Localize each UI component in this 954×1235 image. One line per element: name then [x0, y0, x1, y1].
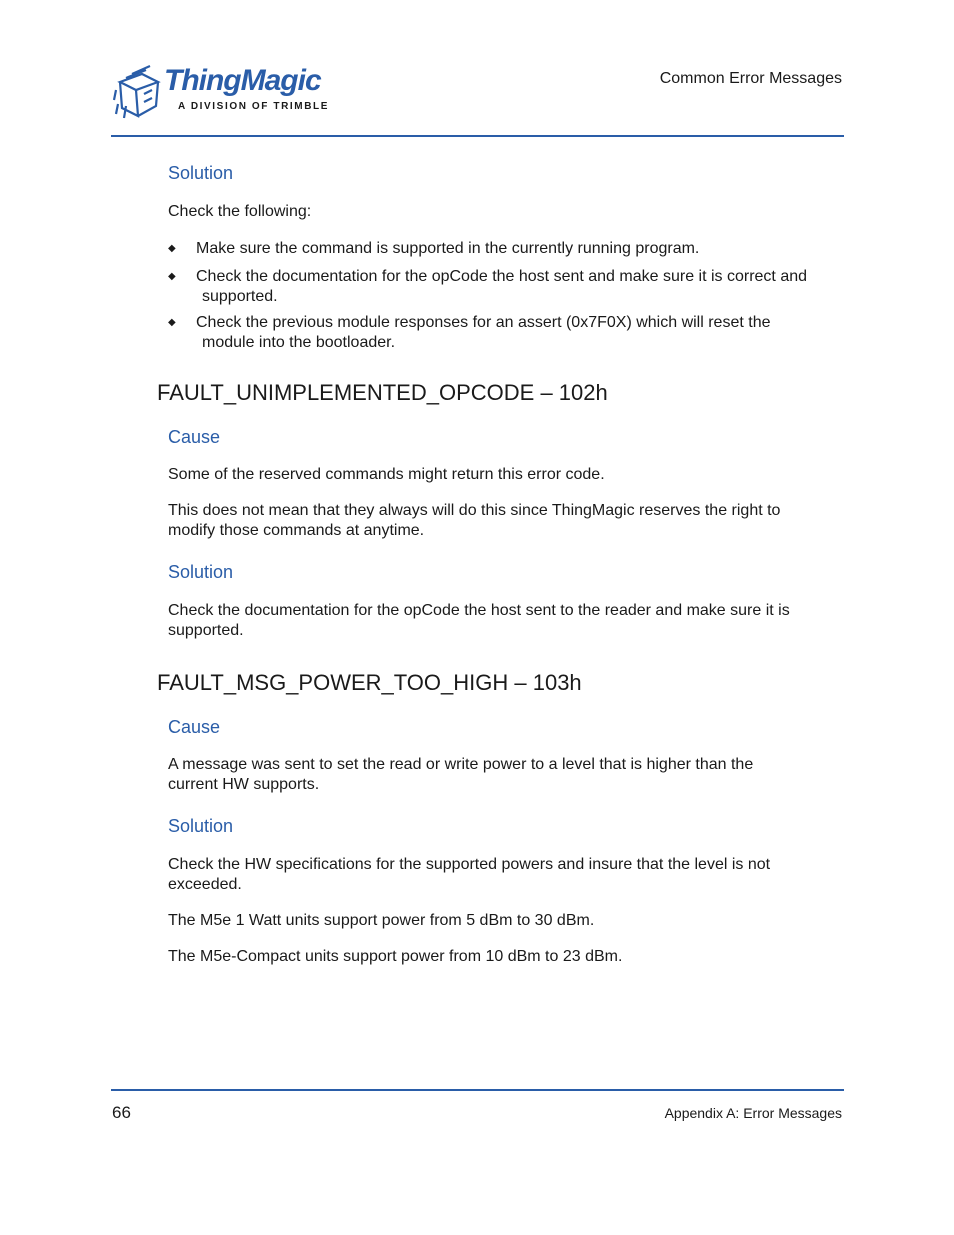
cause-paragraph-2: [168, 501, 848, 541]
solution-heading: Solution: [168, 163, 234, 183]
diamond-bullet-icon: ◆: [168, 243, 176, 254]
list-item-text: Check the previous module responses for an assert (0x7F0X) which will reset the: [196, 314, 771, 331]
cause-paragraph: [168, 755, 848, 795]
power-note-m5e: The M5e 1 Watt units support power from 5 dBm to 30 dBm.: [168, 912, 595, 929]
text-line: Check the documentation for the opCode the host sent to the reader and make sure it is: [168, 602, 790, 619]
solution-intro: Check the following:: [168, 203, 312, 220]
page-number: 66: [112, 1103, 131, 1122]
text-line: supported.: [168, 622, 244, 639]
list-item: [196, 267, 844, 307]
solution-heading: Solution: [168, 816, 234, 836]
solution-heading: Solution: [168, 562, 234, 582]
list-item: [196, 239, 844, 259]
diamond-bullet-icon: ◆: [168, 271, 176, 282]
list-item-text: Check the documentation for the opCode the host sent and make sure it is correct and: [196, 268, 808, 285]
text-line: exceeded.: [168, 876, 242, 893]
text-line: This does not mean that they always will do this since ThingMagic reserves the right to: [168, 502, 781, 519]
logo-mark-icon: [112, 60, 164, 122]
header-divider: [111, 135, 844, 137]
fault-102h-title: FAULT_UNIMPLEMENTED_OPCODE – 102h: [157, 380, 608, 405]
list-item: [196, 313, 844, 353]
list-item-text-continued: module into the bootloader.: [202, 334, 396, 351]
list-item-text: Make sure the command is supported in the currently running program.: [196, 240, 700, 257]
thingmagic-logo: [112, 60, 332, 122]
cause-heading: Cause: [168, 427, 221, 447]
footer-section-title: Appendix A: Error Messages: [664, 1105, 842, 1121]
cause-paragraph: Some of the reserved commands might return this error code.: [168, 466, 605, 483]
header-section-title: Common Error Messages: [659, 70, 842, 87]
solution-paragraph: [168, 601, 848, 641]
logo-tagline: A DIVISION OF TRIMBLE: [178, 101, 330, 112]
fault-103h-title: FAULT_MSG_POWER_TOO_HIGH – 103h: [157, 670, 582, 695]
text-line: modify those commands at anytime.: [168, 522, 425, 539]
text-line: A message was sent to set the read or write power to a level that is higher than the: [168, 756, 754, 773]
list-item-text-continued: supported.: [202, 288, 278, 305]
power-note-m5e-compact: The M5e-Compact units support power from 10 dBm to 23 dBm.: [168, 948, 623, 965]
cause-heading: Cause: [168, 717, 221, 737]
text-line: current HW supports.: [168, 776, 320, 793]
footer-divider: [111, 1089, 844, 1091]
diamond-bullet-icon: ◆: [168, 317, 176, 328]
text-line: Check the HW specifications for the supported powers and insure that the level is not: [168, 856, 771, 873]
solution-paragraph: [168, 855, 848, 895]
logo-wordmark: ThingMagic: [164, 64, 321, 97]
